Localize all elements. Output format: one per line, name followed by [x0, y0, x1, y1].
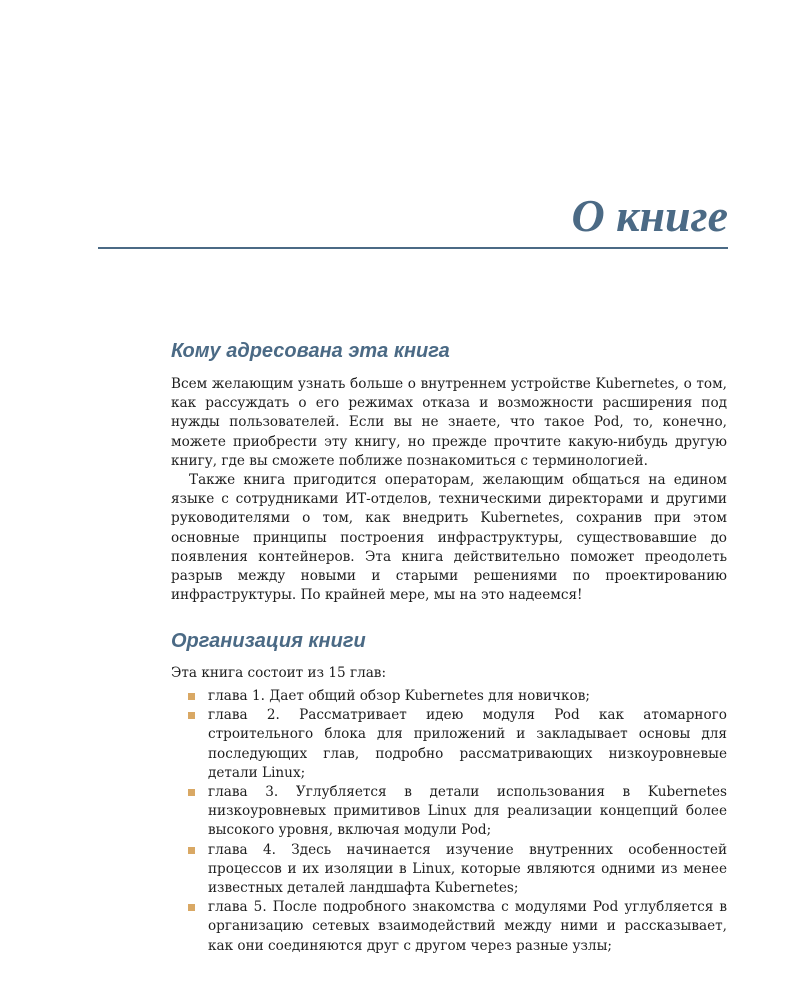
- list-item: [171, 706, 727, 783]
- list-item-text: глава 3. Углубляется в детали использования в Kubernetes низкоуровневых примитивов Linux для реализации концепций более высокого уровня, включая модули Pod;: [208, 784, 727, 839]
- list-item: [171, 841, 727, 899]
- section-audience-body: [171, 375, 727, 605]
- section-heading-audience: Кому адресована эта книга: [171, 340, 450, 362]
- paragraph-organization-intro: Эта книга состоит из 15 глав:: [171, 665, 387, 681]
- list-item: [171, 783, 727, 841]
- square-bullet-icon: [188, 847, 195, 854]
- list-item-text: глава 4. Здесь начинается изучение внутренних особенностей процессов и их изоляции в Linux, которые являются одними из менее известных деталей ландшафта Kubernetes;: [208, 841, 727, 897]
- list-item-text: глава 2. Рассматривает идею модуля Pod как атомарного строительного блока для приложений и закладывает основы для последующих глав, подробно рассматривающих низкоуровневые детали Linux;: [208, 707, 727, 781]
- list-item-text: глава 1. Дает общий обзор Kubernetes для новичков;: [208, 688, 590, 704]
- paragraph-audience-1: Всем желающим узнать больше о внутреннем устройстве Kubernetes, о том, как рассуждать о его режимах отказа и возможности расширения под нужды пользователей. Если вы не знаете, что такое Pod, то, конечно, можете приобрести эту книгу, но прежде прочтите какую-нибудь другую книгу, где вы сможете поближе познакомиться с терминологией.: [171, 376, 727, 469]
- list-item: [171, 687, 727, 706]
- chapter-title-rule: [98, 247, 728, 249]
- chapter-title: О книге: [571, 190, 728, 241]
- square-bullet-icon: [188, 789, 195, 796]
- square-bullet-icon: [188, 693, 195, 700]
- square-bullet-icon: [188, 904, 195, 911]
- square-bullet-icon: [188, 712, 195, 719]
- list-item-text: глава 5. После подробного знакомства с модулями Pod углубляется в организацию сетевых взаимодействий между ними и рассказывает, как они соединяются друг с другом через разные узлы;: [208, 899, 727, 954]
- paragraph-audience-2: Также книга пригодится операторам, желающим общаться на едином языке с сотрудниками ИТ-отделов, техническими директорами и другими руководителями о том, как внедрить Kubernetes, сохранив при этом основные принципы построения инфраструктуры, существовавшие до появления контейнеров. Эта книга действительно поможет преодолеть разрыв между новыми и старыми решениями по проектированию инфраструктуры. По крайней мере, мы на это надеемся!: [171, 472, 727, 604]
- section-heading-organization: Организация книги: [171, 630, 366, 652]
- list-item: [171, 898, 727, 956]
- chapter-list: [171, 687, 727, 956]
- section-organization-intro: [171, 664, 727, 683]
